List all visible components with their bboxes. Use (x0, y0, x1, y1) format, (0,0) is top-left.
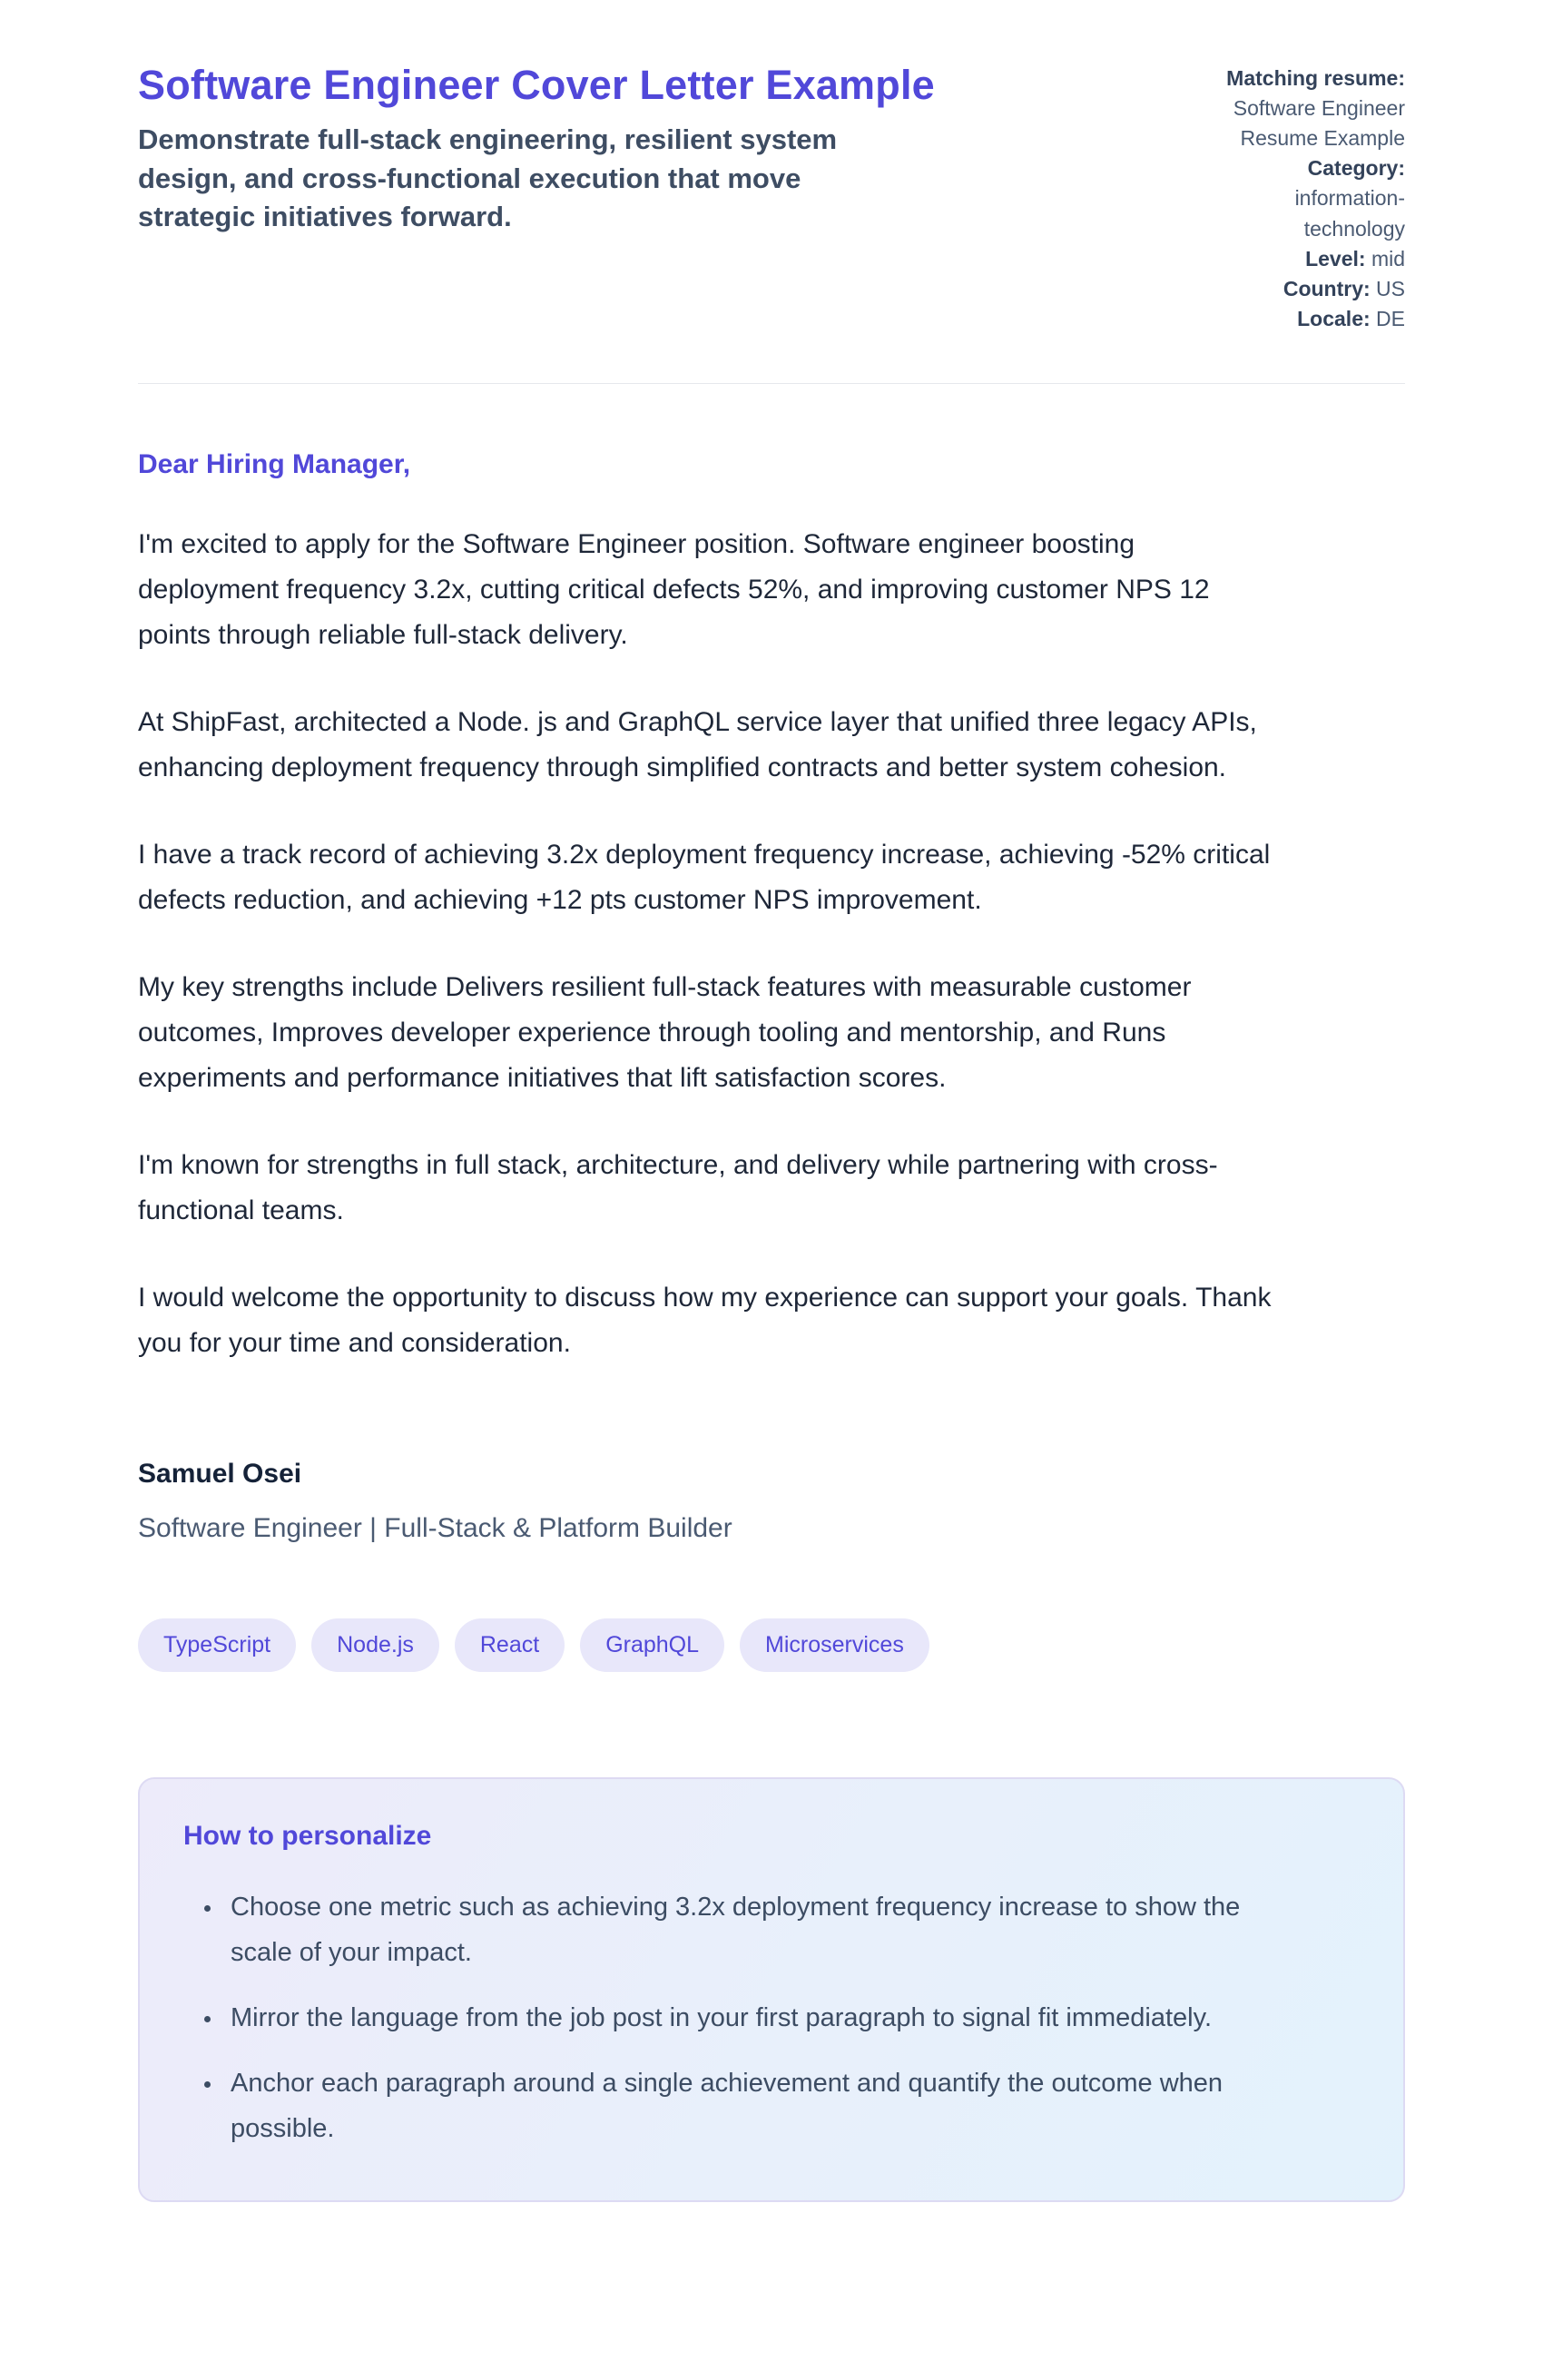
letter-paragraph-5: I'm known for strengths in full stack, architecture, and delivery while partnering with cross-functional teams. (138, 1149, 1218, 1225)
letter-paragraph-2: At ShipFast, architected a Node. js and GraphQL service layer that unified three legacy APIs, enhancing deployment frequency through simplified contracts and better system cohesion. (138, 706, 1257, 782)
letter-paragraph-4: My key strengths include Delivers resilient full-stack features with measurable customer outcomes, Improves developer experience through tooling and mentorship, and Runs experiments and performance initiatives that lift satisfaction scores. (138, 971, 1192, 1093)
meta-level-label: Level: (1305, 246, 1366, 270)
meta-country (1207, 274, 1405, 304)
page-title: Software Engineer Cover Letter Example (138, 62, 935, 108)
personalize-bullet-1: • Choose one metric such as achieving 3.2x deployment frequency increase to show the scale of your impact. (223, 1884, 1294, 1975)
personalize-list (183, 1884, 1360, 2151)
greeting: Dear Hiring Manager, (138, 448, 411, 479)
meta-matching-resume-label: Matching resume: (1226, 66, 1405, 90)
personalize-heading: How to personalize (183, 1820, 432, 1851)
signature-role: Software Engineer | Full-Stack & Platform Builder (138, 1512, 732, 1543)
personalize-bullet-3: • Anchor each paragraph around a single achievement and quantify the outcome when possible. (223, 2060, 1294, 2151)
meta-locale-value: DE (1376, 306, 1405, 330)
tag-microservices: Microservices (740, 1618, 929, 1672)
meta-matching-resume (1207, 64, 1405, 153)
personalize-callout (138, 1777, 1405, 2202)
tag-react: React (455, 1618, 565, 1672)
meta-locale-label: Locale: (1297, 306, 1371, 330)
letter-paragraph-1: I'm excited to apply for the Software Engineer position. Software engineer boosting deployment frequency 3.2x, cutting critical defects 52%, and improving customer NPS 12 points through reliable full-stack delivery. (138, 528, 1210, 650)
tag-graphql: GraphQL (580, 1618, 724, 1672)
page (138, 0, 1405, 2202)
signature (138, 1459, 1405, 1544)
tag-nodejs: Node.js (311, 1618, 439, 1672)
letter-paragraph-3: I have a track record of achieving 3.2x deployment frequency increase, achieving -52% critical defects reduction, and achieving +12 pts customer NPS improvement. (138, 839, 1271, 915)
meta-category-value: information-technology (1294, 186, 1405, 241)
meta-matching-resume-value: Software Engineer Resume Example (1233, 96, 1405, 151)
personalize-bullet-2: • Mirror the language from the job post in your first paragraph to signal fit immediately. (223, 1995, 1294, 2041)
meta-country-label: Country: (1283, 276, 1371, 300)
meta-level (1207, 244, 1405, 274)
tag-typescript: TypeScript (138, 1618, 296, 1672)
signature-name: Samuel Osei (138, 1458, 302, 1489)
header (138, 60, 1405, 334)
meta-category (1207, 153, 1405, 243)
meta-locale (1207, 304, 1405, 334)
meta-country-value: US (1376, 276, 1405, 300)
meta-panel (1207, 64, 1405, 334)
tag-list (138, 1618, 1405, 1672)
letter-paragraph-6: I would welcome the opportunity to discuss how my experience can support your goals. Thank you for your time and consideration. (138, 1282, 1272, 1358)
meta-level-value: mid (1371, 246, 1405, 270)
page-subtitle: Demonstrate full-stack engineering, resilient system design, and cross-functional execution that move strategic initiatives forward. (138, 123, 838, 232)
cover-letter (138, 449, 1405, 2202)
divider (138, 383, 1405, 384)
header-text-block (138, 60, 1207, 236)
meta-category-label: Category: (1307, 156, 1405, 181)
